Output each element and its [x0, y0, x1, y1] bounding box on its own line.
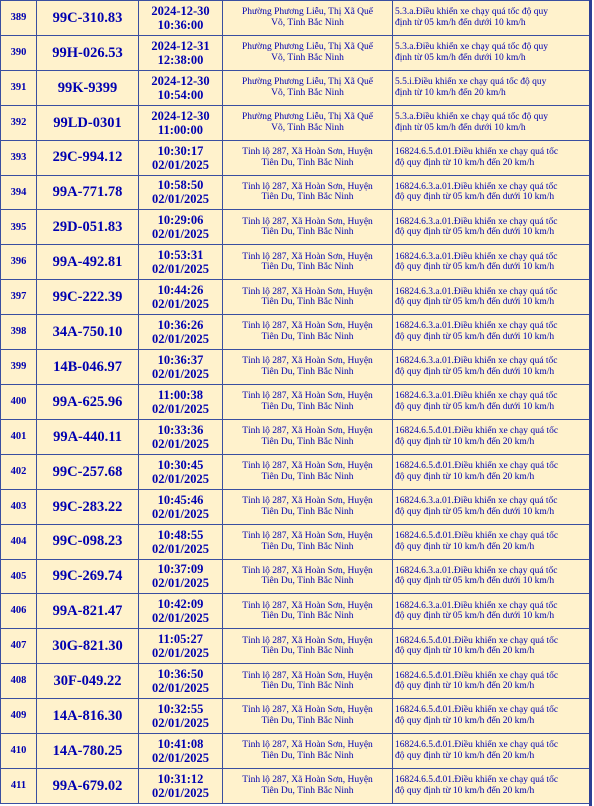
violation-location: [223, 664, 393, 699]
table-row: [1, 1, 590, 36]
violation-line-2: độ quy định từ 05 km/h đến dưới 10 km/h: [395, 332, 555, 343]
row-number: 407: [1, 629, 37, 664]
violation-location: [223, 419, 393, 454]
violation-location: [223, 768, 393, 803]
location-line-2: Tiên Du, Tỉnh Bắc Ninh: [261, 192, 354, 203]
violation-description: [393, 350, 590, 385]
row-number: 393: [1, 140, 37, 175]
license-plate: 99LD-0301: [37, 105, 139, 140]
violation-description: [393, 70, 590, 105]
table-row: [1, 734, 590, 769]
time-line-2: 02/01/2025: [152, 262, 209, 277]
license-plate: 99C-257.68: [37, 454, 139, 489]
time-line-1: 2024-12-31: [151, 38, 210, 53]
row-number: 411: [1, 768, 37, 803]
violation-description: [393, 559, 590, 594]
violation-line-2: độ quy định từ 05 km/h đến dưới 10 km/h: [395, 367, 555, 378]
time-line-2: 02/01/2025: [152, 192, 209, 207]
time-line-1: 11:05:27: [157, 632, 204, 647]
license-plate: 14B-046.97: [37, 350, 139, 385]
time-line-2: 02/01/2025: [152, 227, 209, 242]
location-line-1: Phường Phương Liễu, Thị Xã Quế: [242, 77, 373, 88]
violation-line-2: độ quy định từ 05 km/h đến dưới 10 km/h: [395, 192, 555, 203]
time-line-2: 02/01/2025: [152, 297, 209, 312]
violation-line-1: 5.3.a.Điều khiển xe chạy quá tốc độ quy: [395, 7, 549, 18]
table-row: [1, 489, 590, 524]
violation-time: [139, 524, 223, 559]
row-number: 408: [1, 664, 37, 699]
license-plate: 30G-821.30: [37, 629, 139, 664]
location-line-1: Tỉnh lộ 287, Xã Hoàn Sơn, Huyện: [242, 565, 373, 576]
row-number: 410: [1, 734, 37, 769]
violation-line-2: độ quy định từ 10 km/h đến 20 km/h: [395, 681, 535, 692]
location-line-1: Tỉnh lộ 287, Xã Hoàn Sơn, Huyện: [242, 356, 373, 367]
violation-line-1: 16824.6.5.đ.01.Điều khiển xe chạy quá tốc: [395, 426, 559, 437]
location-line-2: Tiên Du, Tỉnh Bắc Ninh: [261, 262, 354, 273]
time-line-2: 02/01/2025: [152, 401, 209, 416]
table-row: [1, 315, 590, 350]
violation-description: [393, 105, 590, 140]
violation-description: [393, 489, 590, 524]
violation-location: [223, 489, 393, 524]
time-line-2: 02/01/2025: [152, 716, 209, 731]
time-line-1: 10:36:50: [157, 667, 204, 682]
time-line-1: 10:36:26: [157, 318, 204, 333]
license-plate: 99A-492.81: [37, 245, 139, 280]
license-plate: 99C-222.39: [37, 280, 139, 315]
time-line-1: 2024-12-30: [151, 73, 210, 88]
violation-line-1: 16824.6.5.đ.01.Điều khiển xe chạy quá tốc: [395, 146, 559, 157]
violation-line-1: 5.3.a.Điều khiển xe chạy quá tốc độ quy: [395, 42, 549, 53]
row-number: 401: [1, 419, 37, 454]
violation-description: [393, 629, 590, 664]
violation-line-1: 5.5.i.Điều khiển xe chạy quá tốc độ quy: [395, 77, 547, 88]
time-line-2: 10:54:00: [157, 87, 204, 102]
table-row: [1, 629, 590, 664]
table-row: [1, 454, 590, 489]
license-plate: 99C-098.23: [37, 524, 139, 559]
violation-line-1: 16824.6.3.a.01.Điều khiển xe chạy quá tốc: [395, 216, 558, 227]
violation-time: [139, 419, 223, 454]
location-line-1: Tỉnh lộ 287, Xã Hoàn Sơn, Huyện: [242, 496, 373, 507]
time-line-2: 12:38:00: [157, 52, 204, 67]
table-row: [1, 35, 590, 70]
violation-line-2: độ quy định từ 10 km/h đến 20 km/h: [395, 646, 535, 657]
violation-description: [393, 454, 590, 489]
violation-description: [393, 35, 590, 70]
violation-time: [139, 315, 223, 350]
violation-line-1: 5.3.a.Điều khiển xe chạy quá tốc độ quy: [395, 112, 549, 123]
violation-line-1: 16824.6.5.đ.01.Điều khiển xe chạy quá tốc: [395, 775, 559, 786]
location-line-1: Tỉnh lộ 287, Xã Hoàn Sơn, Huyện: [242, 426, 373, 437]
violation-description: [393, 245, 590, 280]
table-row: [1, 664, 590, 699]
violation-line-2: độ quy định từ 05 km/h đến dưới 10 km/h: [395, 506, 555, 517]
time-line-2: 02/01/2025: [152, 332, 209, 347]
table-row: [1, 419, 590, 454]
time-line-1: 10:53:31: [157, 248, 204, 263]
time-line-1: 10:31:12: [157, 771, 204, 786]
table-row: [1, 280, 590, 315]
time-line-2: 02/01/2025: [152, 785, 209, 800]
violation-line-1: 16824.6.5.đ.01.Điều khiển xe chạy quá tốc: [395, 670, 559, 681]
license-plate: 99C-283.22: [37, 489, 139, 524]
violation-location: [223, 384, 393, 419]
license-plate: 99A-771.78: [37, 175, 139, 210]
violation-description: [393, 210, 590, 245]
location-line-1: Tỉnh lộ 287, Xã Hoàn Sơn, Huyện: [242, 775, 373, 786]
violation-time: [139, 559, 223, 594]
license-plate: 29C-994.12: [37, 140, 139, 175]
violation-line-1: 16824.6.3.a.01.Điều khiển xe chạy quá tốc: [395, 356, 558, 367]
violation-location: [223, 105, 393, 140]
location-line-1: Tỉnh lộ 287, Xã Hoàn Sơn, Huyện: [242, 635, 373, 646]
violation-line-2: độ quy định từ 10 km/h đến 20 km/h: [395, 157, 535, 168]
row-number: 394: [1, 175, 37, 210]
violation-line-2: độ quy định từ 05 km/h đến dưới 10 km/h: [395, 611, 555, 622]
row-number: 395: [1, 210, 37, 245]
violation-description: [393, 280, 590, 315]
violation-time: [139, 280, 223, 315]
time-line-1: 10:29:06: [157, 213, 204, 228]
violation-time: [139, 489, 223, 524]
violation-line-2: độ quy định từ 10 km/h đến 20 km/h: [395, 471, 535, 482]
row-number: 397: [1, 280, 37, 315]
location-line-2: Tiên Du, Tỉnh Bắc Ninh: [261, 716, 354, 727]
license-plate: 34A-750.10: [37, 315, 139, 350]
location-line-2: Tiên Du, Tỉnh Bắc Ninh: [261, 367, 354, 378]
violation-line-1: 16824.6.3.a.01.Điều khiển xe chạy quá tốc: [395, 286, 558, 297]
location-line-1: Phường Phương Liễu, Thị Xã Quế: [242, 112, 373, 123]
violation-description: [393, 664, 590, 699]
license-plate: 99H-026.53: [37, 35, 139, 70]
location-line-2: Tiên Du, Tỉnh Bắc Ninh: [261, 785, 354, 796]
license-plate: 30F-049.22: [37, 664, 139, 699]
location-line-1: Tỉnh lộ 287, Xã Hoàn Sơn, Huyện: [242, 530, 373, 541]
violation-time: [139, 140, 223, 175]
time-line-1: 10:48:55: [157, 527, 204, 542]
location-line-2: Tiên Du, Tỉnh Bắc Ninh: [261, 681, 354, 692]
violation-time: [139, 350, 223, 385]
time-line-2: 02/01/2025: [152, 541, 209, 556]
violation-line-2: định từ 05 km/h đến dưới 10 km/h: [395, 52, 526, 63]
time-line-2: 02/01/2025: [152, 681, 209, 696]
time-line-1: 10:45:46: [157, 492, 204, 507]
violation-line-2: độ quy định từ 05 km/h đến dưới 10 km/h: [395, 262, 555, 273]
violation-line-2: độ quy định từ 05 km/h đến dưới 10 km/h: [395, 401, 555, 412]
violation-line-1: 16824.6.3.a.01.Điều khiển xe chạy quá tốc: [395, 321, 558, 332]
table-row: [1, 524, 590, 559]
violation-time: [139, 35, 223, 70]
time-line-2: 02/01/2025: [152, 506, 209, 521]
violation-time: [139, 175, 223, 210]
violation-time: [139, 768, 223, 803]
license-plate: 14A-816.30: [37, 699, 139, 734]
violation-line-1: 16824.6.5.đ.01.Điều khiển xe chạy quá tốc: [395, 705, 559, 716]
location-line-1: Tỉnh lộ 287, Xã Hoàn Sơn, Huyện: [242, 181, 373, 192]
row-number: 390: [1, 35, 37, 70]
violation-location: [223, 315, 393, 350]
table-row: [1, 594, 590, 629]
violation-time: [139, 734, 223, 769]
violation-line-1: 16824.6.5.đ.01.Điều khiển xe chạy quá tốc: [395, 740, 559, 751]
license-plate: 99K-9399: [37, 70, 139, 105]
license-plate: 99C-310.83: [37, 1, 139, 36]
violation-line-2: độ quy định từ 10 km/h đến 20 km/h: [395, 750, 535, 761]
time-line-1: 10:41:08: [157, 736, 204, 751]
license-plate: 99C-269.74: [37, 559, 139, 594]
location-line-2: Tiên Du, Tỉnh Bắc Ninh: [261, 541, 354, 552]
location-line-2: Tiên Du, Tỉnh Bắc Ninh: [261, 611, 354, 622]
violation-location: [223, 1, 393, 36]
location-line-2: Tiên Du, Tỉnh Bắc Ninh: [261, 750, 354, 761]
violation-location: [223, 175, 393, 210]
time-line-1: 10:30:45: [157, 457, 204, 472]
license-plate: 99A-625.96: [37, 384, 139, 419]
violation-location: [223, 280, 393, 315]
violation-line-1: 16824.6.5.đ.01.Điều khiển xe chạy quá tốc: [395, 461, 559, 472]
violation-line-1: 16824.6.3.a.01.Điều khiển xe chạy quá tốc: [395, 391, 558, 402]
table-row: [1, 105, 590, 140]
violation-description: [393, 524, 590, 559]
location-line-1: Tỉnh lộ 287, Xã Hoàn Sơn, Huyện: [242, 670, 373, 681]
license-plate: 29D-051.83: [37, 210, 139, 245]
violation-location: [223, 559, 393, 594]
table-row: [1, 140, 590, 175]
location-line-2: Võ, Tỉnh Bắc Ninh: [271, 17, 344, 28]
time-line-1: 2024-12-30: [151, 108, 210, 123]
violation-time: [139, 245, 223, 280]
row-number: 396: [1, 245, 37, 280]
row-number: 405: [1, 559, 37, 594]
location-line-2: Tiên Du, Tỉnh Bắc Ninh: [261, 506, 354, 517]
violation-line-1: 16824.6.5.đ.01.Điều khiển xe chạy quá tốc: [395, 635, 559, 646]
location-line-2: Tiên Du, Tỉnh Bắc Ninh: [261, 157, 354, 168]
table-row: [1, 768, 590, 803]
violation-location: [223, 350, 393, 385]
row-number: 400: [1, 384, 37, 419]
violation-description: [393, 140, 590, 175]
table-row: [1, 559, 590, 594]
violation-line-2: độ quy định từ 05 km/h đến dưới 10 km/h: [395, 576, 555, 587]
violation-time: [139, 454, 223, 489]
violation-description: [393, 384, 590, 419]
violation-line-1: 16824.6.3.a.01.Điều khiển xe chạy quá tốc: [395, 181, 558, 192]
license-plate: 99A-821.47: [37, 594, 139, 629]
violation-line-2: độ quy định từ 05 km/h đến dưới 10 km/h: [395, 297, 555, 308]
time-line-1: 2024-12-30: [151, 3, 210, 18]
time-line-1: 11:00:38: [157, 387, 204, 402]
violation-time: [139, 699, 223, 734]
violation-line-1: 16824.6.3.a.01.Điều khiển xe chạy quá tốc: [395, 251, 558, 262]
table-row: [1, 175, 590, 210]
violations-table-body: [1, 1, 590, 804]
violation-location: [223, 70, 393, 105]
row-number: 402: [1, 454, 37, 489]
location-line-1: Tỉnh lộ 287, Xã Hoàn Sơn, Huyện: [242, 321, 373, 332]
violation-line-2: định từ 05 km/h đến dưới 10 km/h: [395, 17, 526, 28]
violation-time: [139, 664, 223, 699]
location-line-1: Tỉnh lộ 287, Xã Hoàn Sơn, Huyện: [242, 251, 373, 262]
location-line-2: Võ, Tỉnh Bắc Ninh: [271, 122, 344, 133]
license-plate: 99A-679.02: [37, 768, 139, 803]
violation-line-1: 16824.6.3.a.01.Điều khiển xe chạy quá tốc: [395, 496, 558, 507]
violation-time: [139, 1, 223, 36]
row-number: 391: [1, 70, 37, 105]
time-line-1: 10:37:09: [157, 562, 204, 577]
violation-time: [139, 210, 223, 245]
location-line-1: Tỉnh lộ 287, Xã Hoàn Sơn, Huyện: [242, 391, 373, 402]
time-line-2: 02/01/2025: [152, 436, 209, 451]
violation-location: [223, 454, 393, 489]
location-line-1: Phường Phương Liễu, Thị Xã Quế: [242, 42, 373, 53]
violation-location: [223, 210, 393, 245]
table-row: [1, 384, 590, 419]
page-edge-line: [589, 0, 592, 806]
row-number: 392: [1, 105, 37, 140]
violation-location: [223, 594, 393, 629]
location-line-2: Tiên Du, Tỉnh Bắc Ninh: [261, 436, 354, 447]
violation-line-1: 16824.6.5.đ.01.Điều khiển xe chạy quá tốc: [395, 530, 559, 541]
violation-description: [393, 1, 590, 36]
location-line-2: Tiên Du, Tỉnh Bắc Ninh: [261, 227, 354, 238]
location-line-1: Phường Phương Liễu, Thị Xã Quế: [242, 7, 373, 18]
location-line-1: Tỉnh lộ 287, Xã Hoàn Sơn, Huyện: [242, 461, 373, 472]
violation-description: [393, 594, 590, 629]
location-line-2: Tiên Du, Tỉnh Bắc Ninh: [261, 401, 354, 412]
violation-line-2: độ quy định từ 10 km/h đến 20 km/h: [395, 541, 535, 552]
violation-description: [393, 315, 590, 350]
violation-line-1: 16824.6.3.a.01.Điều khiển xe chạy quá tốc: [395, 600, 558, 611]
license-plate: 14A-780.25: [37, 734, 139, 769]
table-row: [1, 350, 590, 385]
row-number: 399: [1, 350, 37, 385]
time-line-2: 10:36:00: [157, 17, 204, 32]
time-line-2: 02/01/2025: [152, 611, 209, 626]
location-line-2: Võ, Tỉnh Bắc Ninh: [271, 52, 344, 63]
violation-line-2: độ quy định từ 10 km/h đến 20 km/h: [395, 716, 535, 727]
violation-description: [393, 699, 590, 734]
violation-line-2: độ quy định từ 05 km/h đến dưới 10 km/h: [395, 227, 555, 238]
violation-time: [139, 105, 223, 140]
time-line-2: 02/01/2025: [152, 157, 209, 172]
time-line-2: 11:00:00: [157, 122, 204, 137]
location-line-2: Võ, Tỉnh Bắc Ninh: [271, 87, 344, 98]
location-line-1: Tỉnh lộ 287, Xã Hoàn Sơn, Huyện: [242, 600, 373, 611]
location-line-1: Tỉnh lộ 287, Xã Hoàn Sơn, Huyện: [242, 286, 373, 297]
violation-time: [139, 70, 223, 105]
violation-time: [139, 384, 223, 419]
license-plate: 99A-440.11: [37, 419, 139, 454]
row-number: 398: [1, 315, 37, 350]
time-line-1: 10:44:26: [157, 283, 204, 298]
time-line-1: 10:58:50: [157, 178, 204, 193]
time-line-2: 02/01/2025: [152, 750, 209, 765]
violation-location: [223, 734, 393, 769]
time-line-1: 10:33:36: [157, 422, 204, 437]
violation-line-1: 16824.6.3.a.01.Điều khiển xe chạy quá tốc: [395, 565, 558, 576]
location-line-1: Tỉnh lộ 287, Xã Hoàn Sơn, Huyện: [242, 146, 373, 157]
table-row: [1, 210, 590, 245]
table-row: [1, 699, 590, 734]
violation-description: [393, 175, 590, 210]
violation-location: [223, 524, 393, 559]
violation-description: [393, 768, 590, 803]
row-number: 409: [1, 699, 37, 734]
violation-location: [223, 629, 393, 664]
time-line-2: 02/01/2025: [152, 471, 209, 486]
time-line-1: 10:36:37: [157, 353, 204, 368]
row-number: 404: [1, 524, 37, 559]
location-line-2: Tiên Du, Tỉnh Bắc Ninh: [261, 471, 354, 482]
time-line-2: 02/01/2025: [152, 576, 209, 591]
time-line-1: 10:30:17: [157, 143, 204, 158]
time-line-2: 02/01/2025: [152, 646, 209, 661]
table-row: [1, 245, 590, 280]
violation-location: [223, 35, 393, 70]
violation-time: [139, 629, 223, 664]
time-line-1: 10:32:55: [157, 702, 204, 717]
violation-location: [223, 140, 393, 175]
location-line-2: Tiên Du, Tỉnh Bắc Ninh: [261, 332, 354, 343]
violation-time: [139, 594, 223, 629]
location-line-1: Tỉnh lộ 287, Xã Hoàn Sơn, Huyện: [242, 705, 373, 716]
row-number: 403: [1, 489, 37, 524]
location-line-1: Tỉnh lộ 287, Xã Hoàn Sơn, Huyện: [242, 216, 373, 227]
location-line-2: Tiên Du, Tỉnh Bắc Ninh: [261, 576, 354, 587]
row-number: 406: [1, 594, 37, 629]
violation-line-2: độ quy định từ 10 km/h đến 20 km/h: [395, 436, 535, 447]
violation-line-2: định từ 10 km/h đến 20 km/h: [395, 87, 506, 98]
table-row: [1, 70, 590, 105]
violation-line-2: định từ 05 km/h đến dưới 10 km/h: [395, 122, 526, 133]
violation-description: [393, 419, 590, 454]
time-line-1: 10:42:09: [157, 597, 204, 612]
location-line-1: Tỉnh lộ 287, Xã Hoàn Sơn, Huyện: [242, 740, 373, 751]
violation-description: [393, 734, 590, 769]
location-line-2: Tiên Du, Tỉnh Bắc Ninh: [261, 646, 354, 657]
violation-line-2: độ quy định từ 10 km/h đến 20 km/h: [395, 785, 535, 796]
time-line-2: 02/01/2025: [152, 367, 209, 382]
violation-location: [223, 245, 393, 280]
violation-location: [223, 699, 393, 734]
row-number: 389: [1, 1, 37, 36]
location-line-2: Tiên Du, Tỉnh Bắc Ninh: [261, 297, 354, 308]
